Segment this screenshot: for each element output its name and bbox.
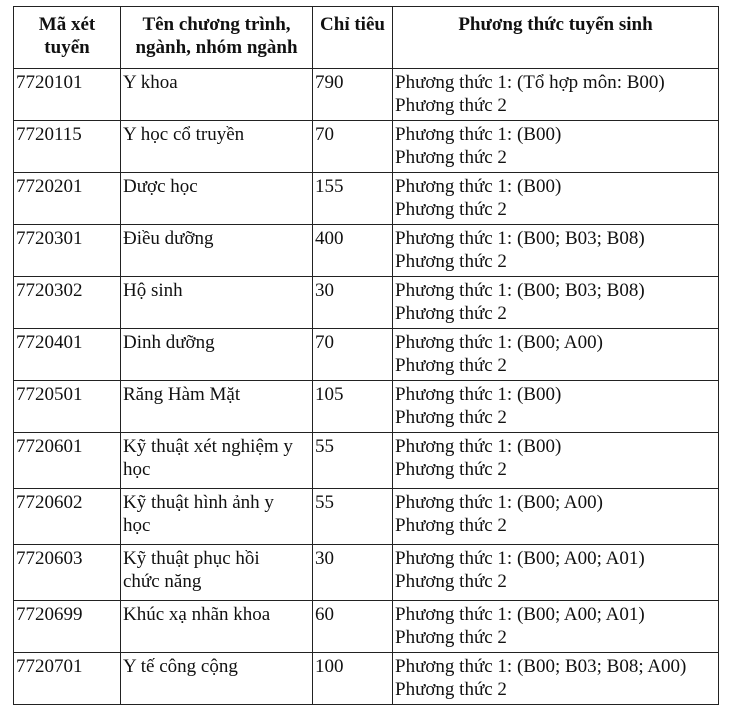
cell-method [393,545,719,601]
cell-method-line: Phương thức 1: (B00; A00; A01) [395,548,645,569]
cell-code: 7720603 [14,545,121,601]
cell-method-line: Phương thức 2 [395,627,507,648]
cell-quota: 55 [313,489,393,545]
cell-method-line: Phương thức 1: (B00; A00) [395,492,603,513]
table-row [14,173,719,225]
cell-name [121,69,313,121]
cell-method-line: Phương thức 1: (B00; B03; B08; A00) [395,656,687,677]
admissions-table [13,6,719,705]
cell-name [121,601,313,653]
cell-method [393,433,719,489]
table-row [14,277,719,329]
cell-quota: 100 [313,653,393,705]
cell-method [393,381,719,433]
cell-method-line: Phương thức 2 [395,571,507,592]
cell-method [393,277,719,329]
cell-name-line: Y học cổ truyền [123,124,245,145]
cell-method-line: Phương thức 1: (B00) [395,436,562,457]
cell-name-line: Kỹ thuật hình ảnh y [123,492,274,513]
cell-name-line: Hộ sinh [123,280,183,301]
cell-code: 7720301 [14,225,121,277]
table-row [14,545,719,601]
header-name-line-2: ngành, nhóm ngành [135,37,298,58]
table-row [14,653,719,705]
table-row [14,601,719,653]
cell-method-line: Phương thức 1: (Tổ hợp môn: B00) [395,72,665,93]
cell-method-line: Phương thức 1: (B00) [395,384,562,405]
cell-name [121,381,313,433]
header-code-line-2: tuyển [44,37,90,58]
cell-method [393,601,719,653]
table-header-row [14,7,719,69]
cell-method-line: Phương thức 2 [395,407,507,428]
header-quota: Chỉ tiêu [313,7,393,69]
cell-method-line: Phương thức 1: (B00; A00) [395,332,603,353]
cell-code: 7720115 [14,121,121,173]
cell-name-line: Kỹ thuật phục hồi [123,548,260,569]
header-name [121,7,313,69]
table-row [14,489,719,545]
cell-quota: 55 [313,433,393,489]
cell-name-line: Y khoa [123,72,178,93]
cell-name [121,225,313,277]
header-code [14,7,121,69]
cell-name-line: Dinh dưỡng [123,332,215,353]
table-row [14,381,719,433]
cell-quota: 30 [313,277,393,329]
cell-name-line: Điều dưỡng [123,228,214,249]
cell-method-line: Phương thức 2 [395,459,507,480]
cell-method [393,329,719,381]
cell-code: 7720302 [14,277,121,329]
cell-method [393,173,719,225]
cell-code: 7720699 [14,601,121,653]
cell-name-line: Kỹ thuật xét nghiệm y [123,436,293,457]
table-body [14,69,719,705]
cell-name-line: Răng Hàm Mặt [123,384,241,405]
table-row [14,329,719,381]
cell-name [121,277,313,329]
header-code-line-1: Mã xét [38,14,96,35]
table-row [14,69,719,121]
cell-quota: 105 [313,381,393,433]
cell-name-line: học [123,459,151,480]
cell-name-line: Khúc xạ nhãn khoa [123,604,271,625]
cell-method-line: Phương thức 2 [395,355,507,376]
cell-method-line: Phương thức 2 [395,679,507,700]
cell-name-line: Y tế công cộng [123,656,238,677]
cell-name [121,545,313,601]
cell-quota: 30 [313,545,393,601]
cell-method-line: Phương thức 2 [395,95,507,116]
cell-quota: 70 [313,329,393,381]
cell-method [393,653,719,705]
cell-method-line: Phương thức 2 [395,199,507,220]
cell-quota: 155 [313,173,393,225]
cell-name [121,329,313,381]
cell-name-line: chức năng [123,571,202,592]
table-row [14,121,719,173]
cell-code: 7720401 [14,329,121,381]
cell-method [393,69,719,121]
cell-code: 7720601 [14,433,121,489]
table-row [14,433,719,489]
cell-quota: 60 [313,601,393,653]
cell-method [393,489,719,545]
cell-method-line: Phương thức 1: (B00) [395,176,562,197]
cell-name [121,653,313,705]
cell-code: 7720201 [14,173,121,225]
cell-method [393,225,719,277]
header-method: Phương thức tuyển sinh [393,7,719,69]
cell-code: 7720101 [14,69,121,121]
cell-method-line: Phương thức 2 [395,251,507,272]
cell-code: 7720602 [14,489,121,545]
cell-quota: 790 [313,69,393,121]
cell-code: 7720501 [14,381,121,433]
cell-method-line: Phương thức 1: (B00; A00; A01) [395,604,645,625]
cell-quota: 400 [313,225,393,277]
cell-method-line: Phương thức 2 [395,147,507,168]
cell-method-line: Phương thức 1: (B00) [395,124,562,145]
cell-name-line: Dược học [123,176,198,197]
cell-method-line: Phương thức 2 [395,303,507,324]
cell-name [121,489,313,545]
cell-quota: 70 [313,121,393,173]
cell-method [393,121,719,173]
cell-name [121,121,313,173]
cell-code: 7720701 [14,653,121,705]
cell-method-line: Phương thức 1: (B00; B03; B08) [395,228,645,249]
header-name-line-1: Tên chương trình, [142,14,291,35]
cell-name-line: học [123,515,151,536]
cell-name [121,433,313,489]
cell-name [121,173,313,225]
cell-method-line: Phương thức 1: (B00; B03; B08) [395,280,645,301]
cell-method-line: Phương thức 2 [395,515,507,536]
table-row [14,225,719,277]
